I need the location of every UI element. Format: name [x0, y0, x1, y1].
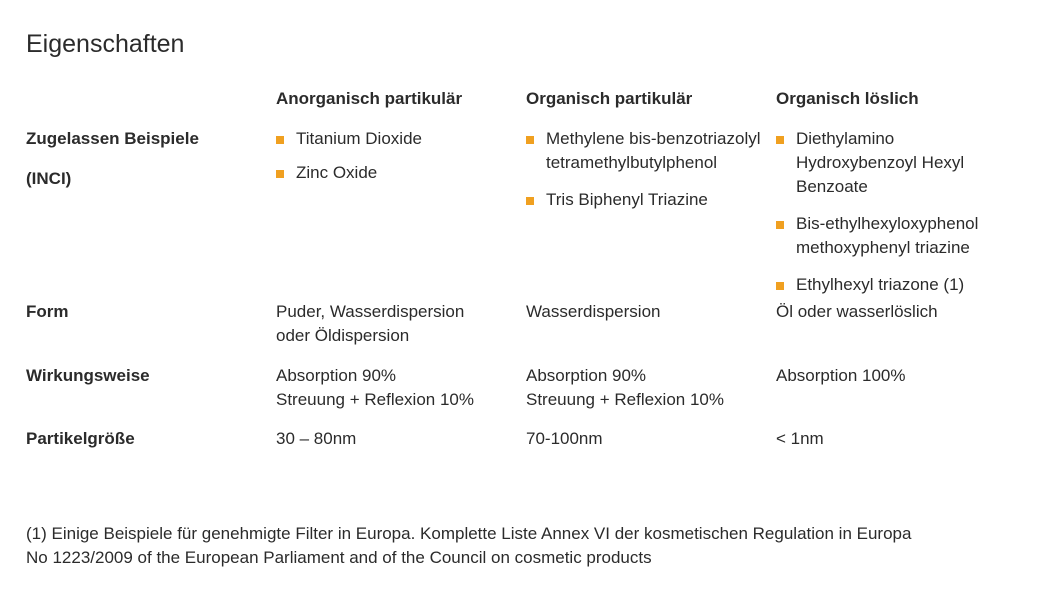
list-item: Ethylhexyl triazone (1)	[776, 273, 1016, 297]
list-item: Titanium Dioxide	[276, 127, 511, 151]
column-header-organic-particulate: Organisch partikulär	[526, 89, 693, 108]
page-title: Eigenschaften	[26, 30, 185, 58]
row-label-mode-of-action: Wirkungsweise	[26, 366, 150, 385]
row-label-examples-line1: Zugelassen Beispiele	[26, 129, 199, 148]
list-item: Bis-ethylhexyloxyphenol methoxyphenyl triazine	[776, 212, 1016, 260]
bullet-square-icon	[276, 170, 284, 178]
examples-organic-soluble	[776, 127, 1016, 307]
list-item: Zinc Oxide	[276, 161, 511, 185]
form-inorganic-particulate: Puder, Wasserdispersion oder Öldispersion	[276, 302, 465, 345]
bullet-square-icon	[276, 136, 284, 144]
size-organic-particulate: 70-100nm	[526, 429, 603, 448]
form-organic-particulate: Wasserdispersion	[526, 302, 661, 321]
examples-inorganic-particulate	[276, 127, 511, 195]
footnote	[26, 522, 1016, 570]
row-label-examples-line2: (INCI)	[26, 169, 72, 188]
footnote-line: No 1223/2009 of the European Parliament and of the Council on cosmetic products	[26, 548, 652, 567]
bullet-square-icon	[526, 197, 534, 205]
row-label-particle-size: Partikelgröße	[26, 429, 135, 448]
mode-organic-particulate	[526, 364, 761, 412]
mode-line: Absorption 90%	[276, 366, 397, 385]
size-inorganic-particulate: 30 – 80nm	[276, 429, 357, 448]
column-header-organic-soluble: Organisch löslich	[776, 89, 919, 108]
bullet-list	[276, 127, 511, 185]
size-organic-soluble: < 1nm	[776, 429, 824, 448]
mode-line: Absorption 90%	[526, 366, 647, 385]
mode-inorganic-particulate	[276, 364, 511, 412]
mode-organic-soluble: Absorption 100%	[776, 366, 906, 385]
list-item: Diethylamino Hydroxybenzoyl Hexyl Benzoate	[776, 127, 1016, 199]
mode-line: Streuung + Reflexion 10%	[526, 390, 724, 409]
bullet-list	[526, 127, 761, 212]
bullet-square-icon	[526, 136, 534, 144]
row-label-examples	[26, 127, 199, 191]
bullet-square-icon	[776, 221, 784, 229]
column-header-inorganic-particulate: Anorganisch partikulär	[276, 89, 463, 108]
form-organic-soluble: Öl oder wasserlöslich	[776, 302, 938, 321]
bullet-list	[776, 127, 1016, 297]
examples-organic-particulate	[526, 127, 761, 222]
footnote-line: (1) Einige Beispiele für genehmigte Filter in Europa. Komplette Liste Annex VI der kosmetischen Regulation in Europa	[26, 524, 912, 543]
list-item: Tris Biphenyl Triazine	[526, 188, 761, 212]
bullet-square-icon	[776, 282, 784, 290]
mode-line: Streuung + Reflexion 10%	[276, 390, 474, 409]
bullet-square-icon	[776, 136, 784, 144]
list-item: Methylene bis-benzotriazolyl tetramethylbutylphenol	[526, 127, 761, 175]
row-label-form: Form	[26, 302, 69, 321]
